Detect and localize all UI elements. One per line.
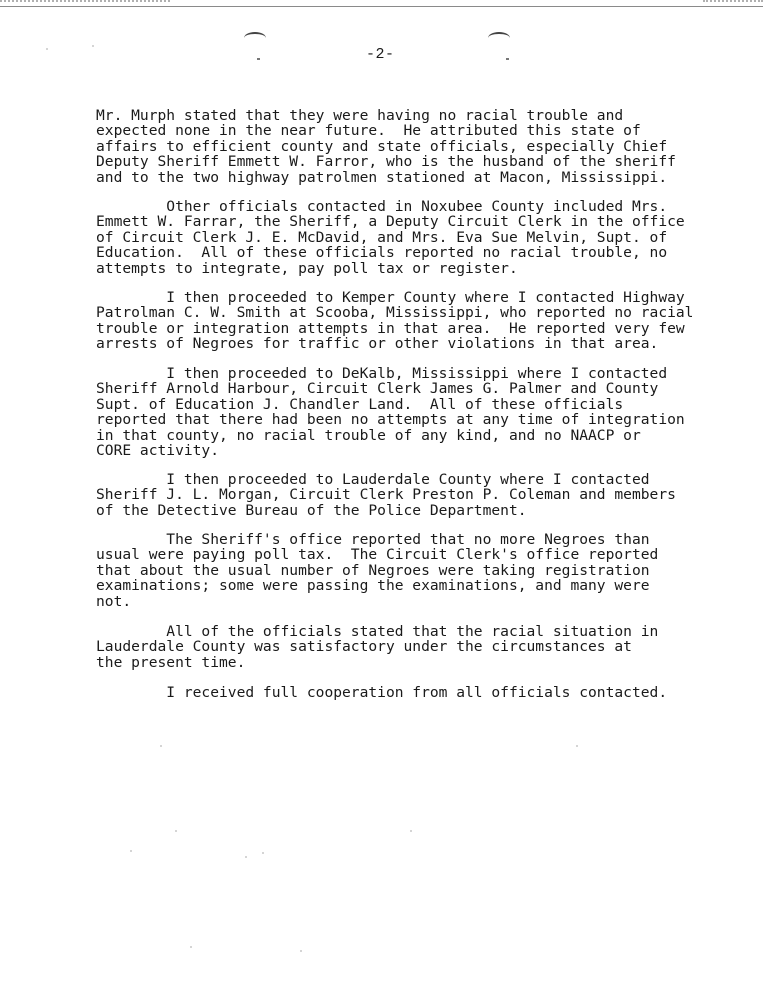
text-line: expected none in the near future. He attributed this state of — [96, 122, 641, 140]
text-line: The Sheriff's office reported that no more Negroes than — [96, 531, 650, 548]
punch-hole-mark-right — [488, 32, 510, 44]
text-line: Emmett W. Farrar, the Sheriff, a Deputy Circuit Clerk in the office — [96, 213, 685, 231]
text-line: arrests of Negroes for traffic or other violations in that area. — [96, 335, 659, 353]
paragraph-7 — [96, 624, 706, 670]
text-line: examinations; some were passing the examinations, and many were — [96, 577, 650, 595]
scan-speck — [160, 745, 162, 747]
scan-speck — [175, 830, 177, 832]
top-edge-dots-left — [0, 0, 170, 6]
paragraph-1 — [96, 108, 706, 185]
paragraph-8 — [96, 685, 706, 700]
text-line: not. — [96, 592, 132, 610]
text-line: Patrolman C. W. Smith at Scooba, Mississippi, who reported no racial — [96, 304, 694, 322]
text-line: All of the officials stated that the racial situation in — [96, 623, 659, 640]
paragraph-5 — [96, 472, 706, 518]
punch-hole-mark-left — [244, 32, 266, 44]
top-edge-rule — [0, 6, 763, 7]
scan-speck — [245, 856, 247, 858]
text-line: that about the usual number of Negroes were taking registration — [96, 561, 650, 579]
paragraph-3 — [96, 290, 706, 352]
text-line: of the Detective Bureau of the Police Department. — [96, 501, 527, 519]
scan-speck — [46, 48, 48, 50]
scan-speck — [92, 45, 94, 47]
text-line: of Circuit Clerk J. E. McDavid, and Mrs. Eva Sue Melvin, Supt. of — [96, 228, 668, 246]
text-line: reported that there had been no attempts at any time of integration — [96, 411, 685, 429]
text-line: Other officials contacted in Noxubee County included Mrs. — [96, 198, 668, 215]
scan-speck — [190, 946, 192, 948]
scan-speck — [576, 745, 578, 747]
top-edge-dots-right — [703, 0, 763, 6]
paragraph-4 — [96, 366, 706, 458]
text-line: I then proceeded to Kemper County where I contacted Highway — [96, 289, 685, 306]
scan-speck — [300, 950, 302, 952]
paragraph-2 — [96, 199, 706, 276]
text-line: the present time. — [96, 653, 246, 671]
scan-mark — [506, 58, 509, 60]
text-line: I received full cooperation from all officials contacted. — [96, 684, 668, 701]
paragraph-6 — [96, 532, 706, 609]
text-line: Supt. of Education J. Chandler Land. All of these officials — [96, 395, 624, 413]
scan-speck — [410, 830, 412, 832]
scan-speck — [130, 850, 132, 852]
text-line: and to the two highway patrolmen stationed at Macon, Mississippi. — [96, 168, 668, 186]
text-line: in that county, no racial trouble of any kind, and no NAACP or — [96, 426, 641, 444]
text-line: I then proceeded to DeKalb, Mississippi where I contacted — [96, 365, 668, 382]
text-line: I then proceeded to Lauderdale County where I contacted — [96, 471, 650, 488]
scan-speck — [262, 852, 264, 854]
scan-mark — [257, 58, 260, 60]
text-line: Mr. Murph stated that they were having no racial trouble and — [96, 107, 624, 124]
page-number: -2- — [366, 46, 395, 63]
text-line: Sheriff J. L. Morgan, Circuit Clerk Preston P. Coleman and members — [96, 486, 676, 504]
text-line: attempts to integrate, pay poll tax or register. — [96, 259, 518, 277]
text-line: usual were paying poll tax. The Circuit Clerk's office reported — [96, 546, 659, 564]
text-line: trouble or integration attempts in that area. He reported very few — [96, 319, 685, 337]
text-line: CORE activity. — [96, 442, 220, 460]
text-line: affairs to efficient county and state officials, especially Chief — [96, 137, 668, 155]
text-line: Lauderdale County was satisfactory under the circumstances at — [96, 638, 632, 656]
text-line: Education. All of these officials reported no racial trouble, no — [96, 244, 668, 262]
text-line: Deputy Sheriff Emmett W. Farror, who is the husband of the sheriff — [96, 153, 676, 171]
text-line: Sheriff Arnold Harbour, Circuit Clerk James G. Palmer and County — [96, 380, 659, 398]
